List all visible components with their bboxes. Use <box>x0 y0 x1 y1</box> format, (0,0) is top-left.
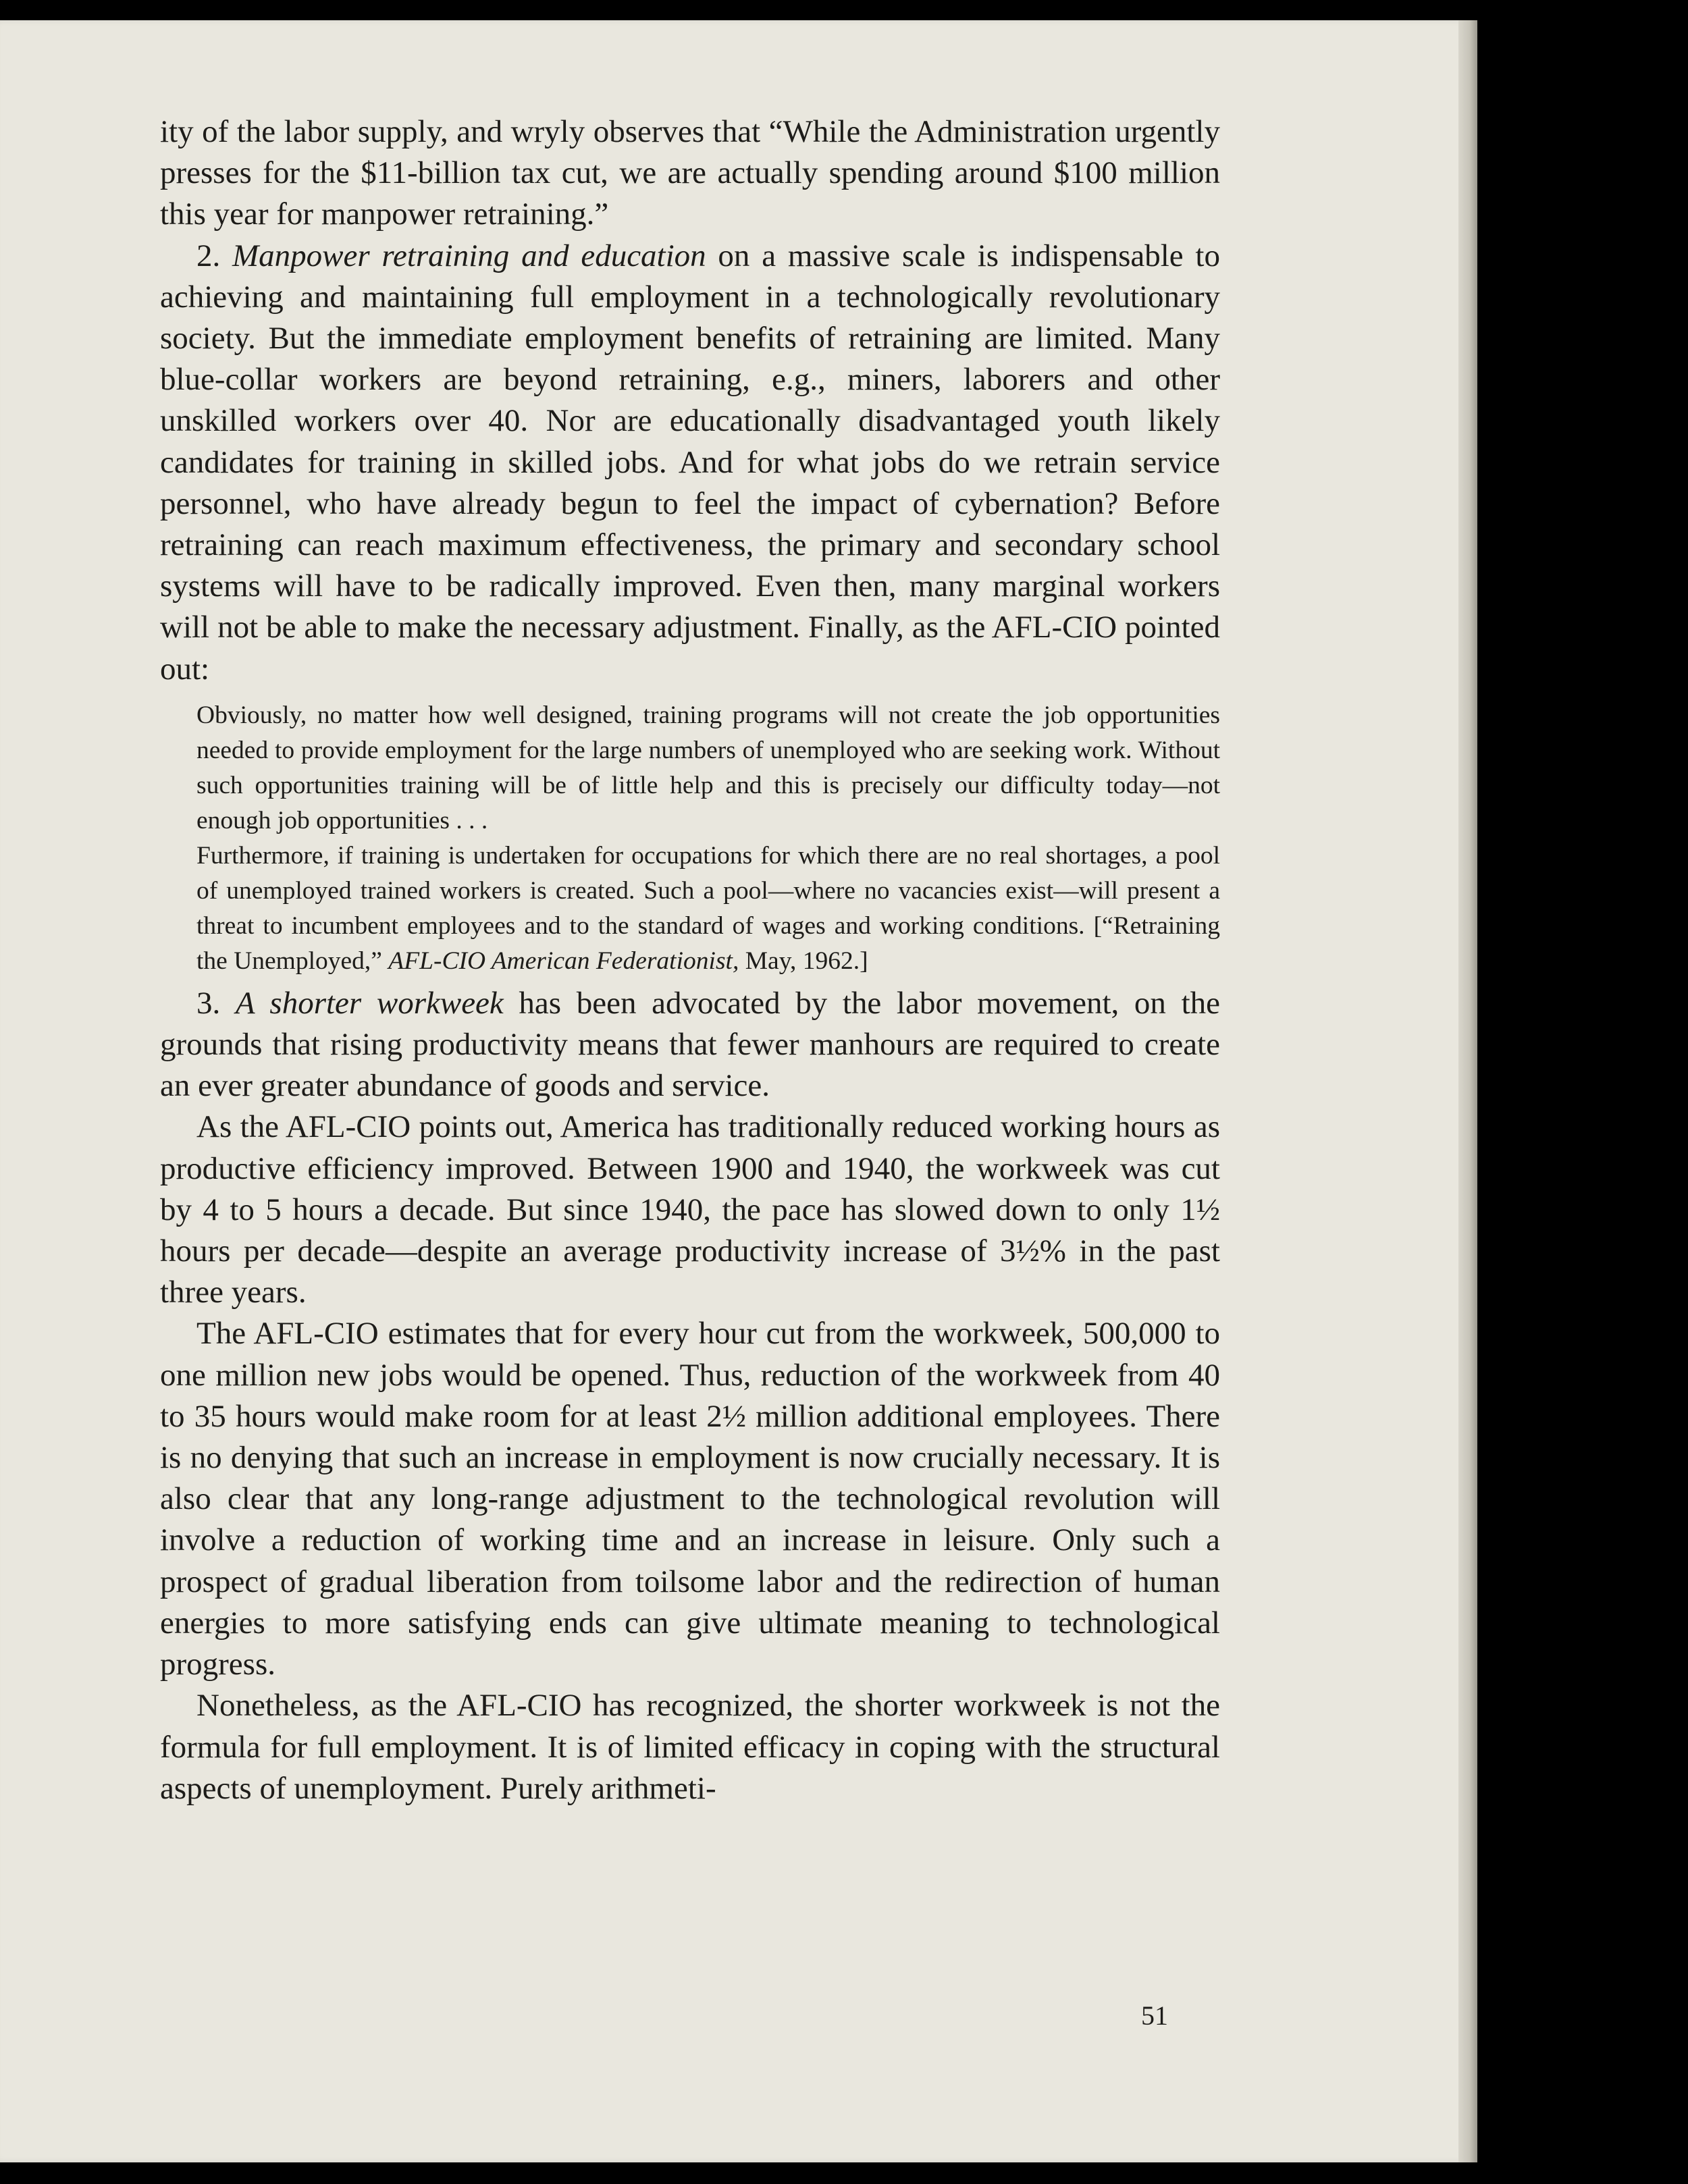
paragraph-shorter-workweek <box>160 983 1220 1107</box>
item-heading: Manpower retraining and education <box>232 238 706 273</box>
paragraph-text: has been advocated by the labor movement, on the grounds that rising productivity means that fewer manhours are required to create an ever greater abundance of goods and service. <box>160 985 1220 1104</box>
quote-source: AFL-CIO American Federationist, <box>388 947 739 975</box>
item-number: 2. <box>196 238 221 273</box>
page-edge <box>1458 20 1477 2162</box>
quote-date: May, 1962.] <box>739 947 868 975</box>
item-number: 3. <box>196 985 221 1021</box>
page-body <box>160 111 1220 1809</box>
paragraph-retraining <box>160 236 1220 690</box>
paragraph-text: on a massive scale is indispensable to achieving and maintaining full employment in a technologically revolutionary society. But the immediate employment benefits of retraining are limited. Many blue-collar workers are beyond retraining, e.g., miners, laborers and other unskilled workers over 40. Nor are educationally disadvantaged youth likely candidates for training in skilled jobs. And for what jobs do we retrain service personnel, who have already begun to feel the impact of cybernation? Before retraining can reach maximum effectiveness, the primary and secondary school systems will have to be radically improved. Even then, many marginal workers will not be able to make the necessary adjustment. Finally, as the AFL-CIO pointed out: <box>160 238 1220 687</box>
block-quote-1: Obviously, no matter how well designed, training programs will not create the job opportunities needed to provide employment for the large numbers of unemployed who are seeking work. Without such opportunities training will be of little help and this is precisely our difficulty today—not enough job opportunities . . . <box>196 701 1220 834</box>
paragraph-nonetheless: Nonetheless, as the AFL-CIO has recognized, the shorter workweek is not the formula for full employment. It is of limited efficacy in coping with the structural aspects of unemployment. Purely arithmeti- <box>160 1688 1220 1806</box>
paragraph-continuation: ity of the labor supply, and wryly observes that “While the Administration urgently presses for the $11-billion tax cut, we are actually spending around $100 million this year for manpower retraining.” <box>160 114 1220 232</box>
item-heading: A shorter workweek <box>235 985 504 1021</box>
paragraph-afl-cio-history: As the AFL-CIO points out, America has traditionally reduced working hours as productive efficiency improved. Between 1900 and 1940, the workweek was cut by 4 to 5 hours a decade. But since 1940, the pace has slowed down to only 1½ hours per decade—despite an average productivity increase of 3½% in the past three years. <box>160 1109 1220 1310</box>
paragraph-afl-cio-estimates: The AFL-CIO estimates that for every hour cut from the workweek, 500,000 to one million new jobs would be opened. Thus, reduction of the workweek from 40 to 35 hours would make room for at least 2½ million additional employees. There is no denying that such an increase in employment is now crucially necessary. It is also clear that any long-range adjustment to the technological revolution will involve a reduction of working time and an increase in leisure. Only such a prospect of gradual liberation from toilsome labor and the redirection of human energies to more satisfying ends can give ultimate meaning to technological progress. <box>160 1316 1220 1682</box>
block-quote-2 <box>196 838 1220 979</box>
page-number: 51 <box>1141 2000 1168 2031</box>
quote-text: Furthermore, if training is undertaken for occupations for which there are no real shortages, a pool of unemployed trained workers is created. Such a pool—where no vacancies exist—will present a threat to incumbent employees and to the standard of wages and working conditions. [“Retraining the Unemployed,” <box>196 841 1220 975</box>
